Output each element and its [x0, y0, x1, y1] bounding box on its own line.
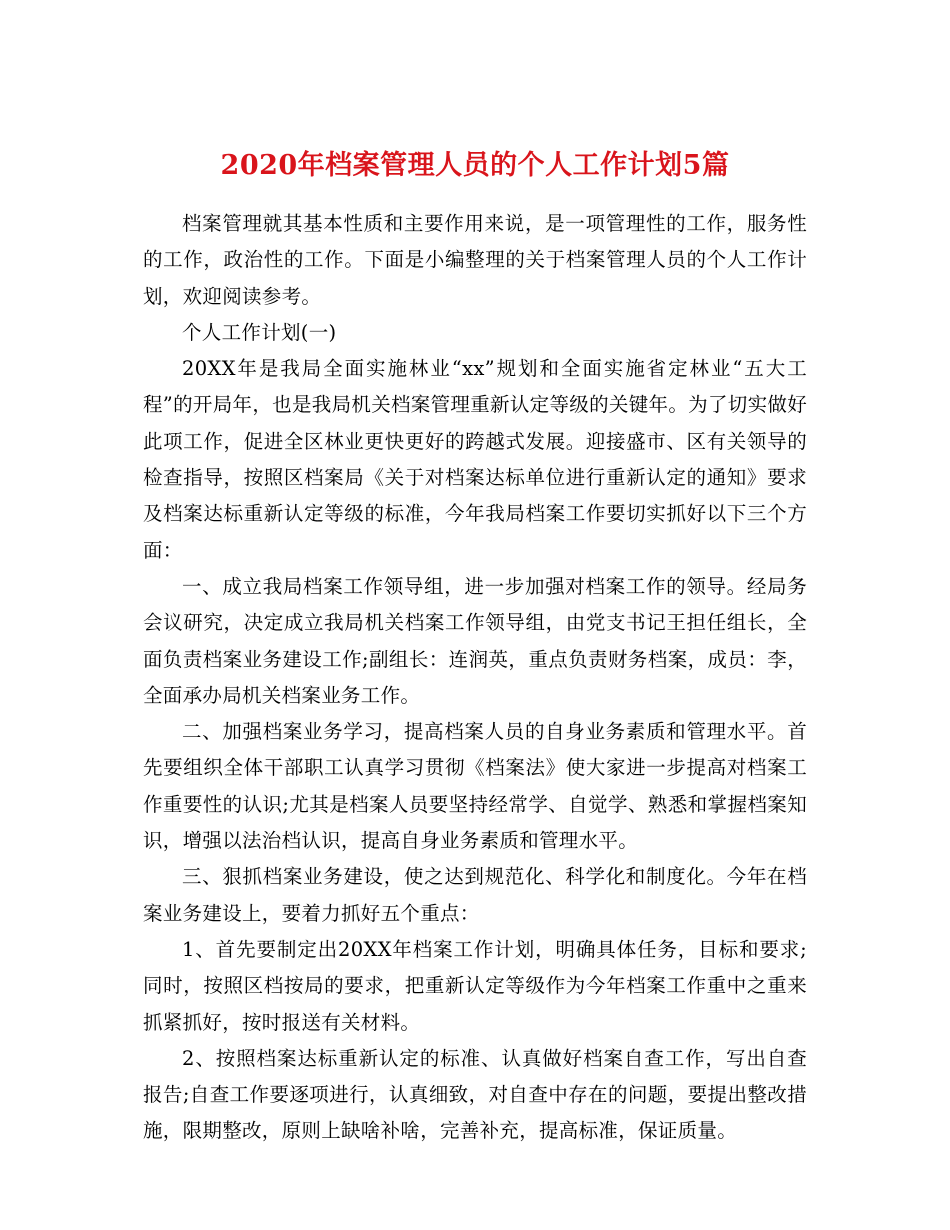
- paragraph-intro: 档案管理就其基本性质和主要作用来说，是一项管理性的工作，服务性的工作，政治性的工作。下面是小编整理的关于档案管理人员的个人工作计划，欢迎阅读参考。: [143, 212, 807, 308]
- paragraph-point-1: 一、成立我局档案工作领导组，进一步加强对档案工作的领导。经局务会议研究，决定成立我局机关档案工作领导组，由党支书记王担任组长，全面负责档案业务建设工作;副组长：连润英，重点负责财务档案，成员：李，全面承办局机关档案业务工作。: [143, 574, 807, 707]
- document-title: 2020年档案管理人员的个人工作计划5篇: [220, 150, 730, 182]
- paragraph-point-3: 三、狠抓档案业务建设，使之达到规范化、科学化和制度化。今年在档案业务建设上，要着力抓好五个重点：: [143, 865, 807, 925]
- document-body: [143, 206, 807, 1150]
- paragraph-overview: 20XX年是我局全面实施林业“xx”规划和全面实施省定林业“五大工程”的开局年，也是我局机关档案管理重新认定等级的关键年。为了切实做好此项工作，促进全区林业更快更好的跨越式发展。迎接盛市、区有关领导的检查指导，按照区档案局《关于对档案达标单位进行重新认定的通知》要求及档案达标重新认定等级的标准，今年我局档案工作要切实抓好以下三个方面：: [143, 357, 807, 562]
- paragraph-point-2: 二、加强档案业务学习，提高档案人员的自身业务素质和管理水平。首先要组织全体干部职工认真学习贯彻《档案法》使大家进一步提高对档案工作重要性的认识;尤其是档案人员要坚持经常学、自觉学、熟悉和掌握档案知识，增强以法治档认识，提高自身业务素质和管理水平。: [143, 720, 807, 853]
- paragraph-subpoint-1: 1、首先要制定出20XX年档案工作计划，明确具体任务，目标和要求;同时，按照区档按局的要求，把重新认定等级作为今年档案工作重中之重来抓紧抓好，按时报送有关材料。: [143, 937, 807, 1034]
- section-heading-plan-1: 个人工作计划(一): [182, 320, 337, 344]
- paragraph-subpoint-2: 2、按照档案达标重新认定的标准、认真做好档案自查工作，写出自查报告;自查工作要逐项进行，认真细致，对自查中存在的问题，要提出整改措施，限期整改，原则上缺啥补啥，完善补充，提高标准，保证质量。: [143, 1046, 807, 1143]
